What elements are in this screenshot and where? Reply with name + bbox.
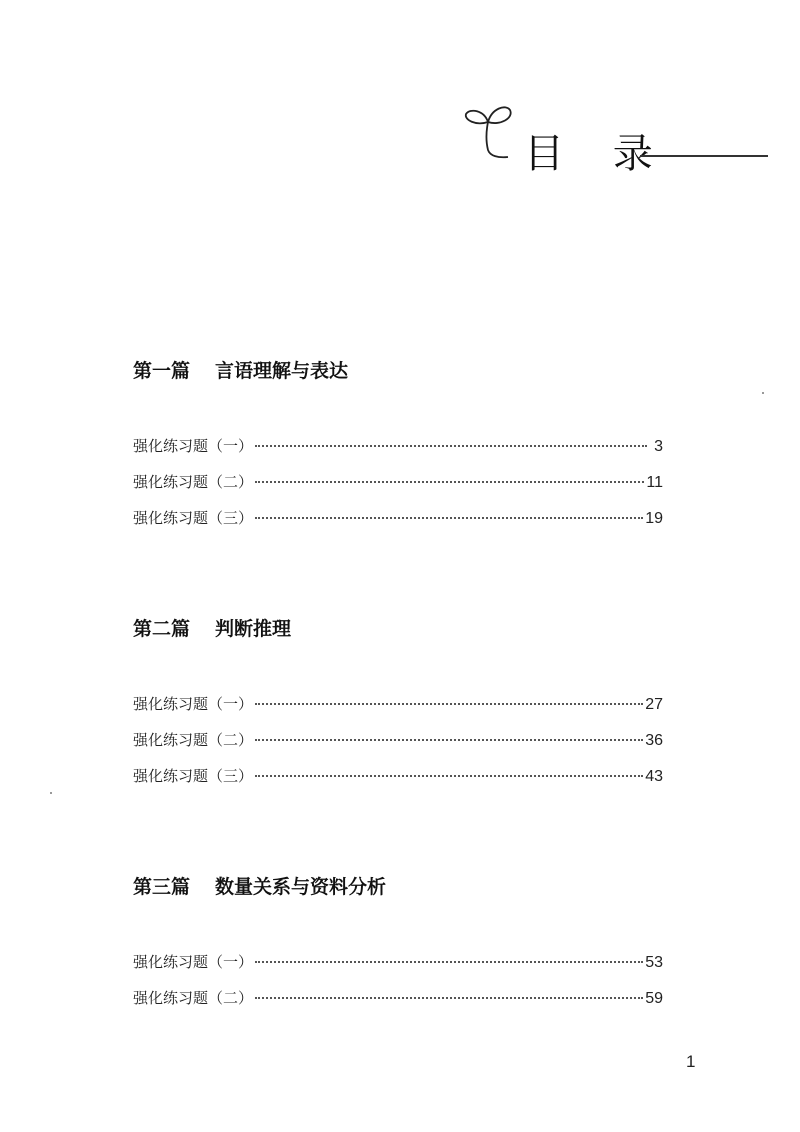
part-heading <box>133 873 663 901</box>
part-label: 第三篇 <box>133 876 191 898</box>
toc-entry-page: 43 <box>645 768 663 785</box>
part-heading <box>133 357 663 385</box>
toc-entry[interactable] <box>133 507 663 543</box>
toc-entry[interactable] <box>133 729 663 765</box>
toc-entry[interactable] <box>133 765 663 801</box>
toc-entry-title: 强化练习题（二） <box>133 989 254 1007</box>
sprout-icon <box>462 102 518 164</box>
part-2 <box>133 615 663 801</box>
dot-leader <box>255 739 643 741</box>
toc-list <box>133 951 663 1023</box>
toc-entry-page: 3 <box>654 438 663 455</box>
toc-list <box>133 693 663 801</box>
scan-speck <box>50 792 52 794</box>
toc-entry-title: 强化练习题（一） <box>133 695 254 713</box>
part-name: 言语理解与表达 <box>215 360 349 382</box>
part-name: 判断推理 <box>215 618 292 640</box>
dot-leader <box>255 997 643 999</box>
dot-leader <box>255 703 643 705</box>
part-3 <box>133 873 663 1023</box>
toc-header <box>462 102 772 182</box>
toc-entry-page: 36 <box>645 732 663 749</box>
part-heading <box>133 615 663 643</box>
toc-entry-page: 11 <box>646 474 663 491</box>
page-number: 1 <box>686 1052 696 1071</box>
toc-entry-page: 27 <box>645 696 663 713</box>
toc-entry-title: 强化练习题（二） <box>133 473 254 491</box>
part-label: 第二篇 <box>133 618 191 640</box>
dot-leader <box>255 961 643 963</box>
dot-leader <box>255 481 644 483</box>
toc-entry-title: 强化练习题（二） <box>133 731 254 749</box>
toc-entry[interactable] <box>133 987 663 1023</box>
toc-entry-title: 强化练习题（一） <box>133 953 254 971</box>
title-rule <box>640 155 768 157</box>
toc-entry-title: 强化练习题（三） <box>133 767 254 785</box>
toc-entry-page: 19 <box>645 510 663 527</box>
page-title: 目 录 <box>524 131 671 177</box>
toc-entry[interactable] <box>133 951 663 987</box>
toc-list <box>133 435 663 543</box>
part-name: 数量关系与资料分析 <box>215 876 387 898</box>
scan-speck <box>762 392 764 394</box>
part-label: 第一篇 <box>133 360 191 382</box>
toc-entry[interactable] <box>133 471 663 507</box>
toc-entry-title: 强化练习题（三） <box>133 509 254 527</box>
toc-entry-page: 59 <box>645 990 663 1007</box>
part-1 <box>133 357 663 543</box>
toc-entry[interactable] <box>133 435 663 471</box>
dot-leader <box>255 445 647 447</box>
toc-entry-title: 强化练习题（一） <box>133 437 254 455</box>
dot-leader <box>255 775 643 777</box>
toc-entry[interactable] <box>133 693 663 729</box>
dot-leader <box>255 517 643 519</box>
toc-entry-page: 53 <box>645 954 663 971</box>
